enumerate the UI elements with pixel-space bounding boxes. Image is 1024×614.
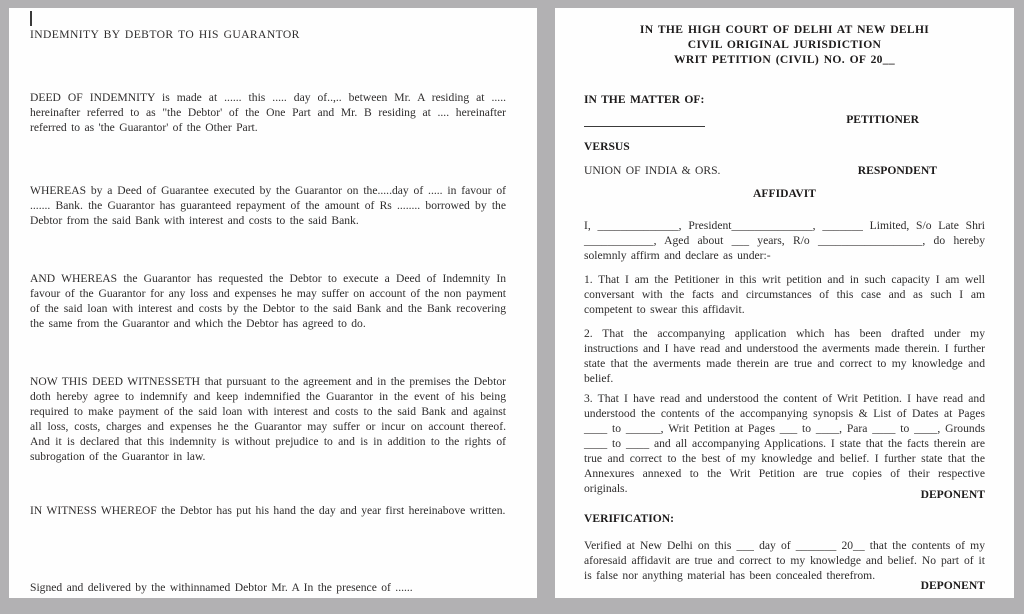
affidavit-clause-1: 1. That I am the Petitioner in this writ petition and in such capacity I am well conversant with the facts and circumstances of this case and as such I am competent to swear this affidavit.: [584, 272, 985, 316]
petitioner-label: PETITIONER: [846, 113, 919, 126]
petitioner-row: [584, 112, 985, 127]
deed-title: INDEMNITY BY DEBTOR TO HIS GUARANTOR: [30, 28, 300, 41]
deed-paragraph-whereas: WHEREAS by a Deed of Guarantee executed by the Guarantor on the.....day of ..... in favour of ....... Bank. the Guarantor has guaranteed repayment of the amount of Rs ........ borrowed by the Debtor from the said Bank with interest and costs to the said Bank.: [30, 183, 506, 227]
affidavit-title: AFFIDAVIT: [753, 187, 816, 200]
respondent-label: RESPONDENT: [857, 164, 937, 177]
text-cursor: [30, 11, 32, 26]
matter-of-label: IN THE MATTER OF:: [584, 93, 705, 106]
deed-paragraph-witnesseth: NOW THIS DEED WITNESSETH that pursuant to the agreement and in the premises the Debtor doth hereby agree to indemnify and keep indemnified the Guarantor in the event of his being required to make payment of the said loan with interest and costs to the said Bank and against all loss, costs, charges and expenses he the Guarantor may suffer or incur on account thereof. And it is declared that this indemnity is without prejudice to and is in addition to the rights of subrogation of the Guarantor in law.: [30, 374, 506, 463]
affidavit-clause-3: 3. That I have read and understood the content of Writ Petition. I have read and understood the contents of the accompanying synopsis & List of Dates at Pages ____ to ______, Writ Petition at Pages ___ to ____, Para ____ to ____, Grounds ____ to ____ and all accompanying Applications. I state that the facts therein are true and correct to the best of my knowledge and belief. I further state that the Annexures annexed to the Writ Petition are true copies of their respective originals.: [584, 391, 985, 495]
versus-label: VERSUS: [584, 140, 630, 153]
deed-paragraph-opening: DEED OF INDEMNITY is made at ...... this ..... day of..,.. between Mr. A residing at ..... hereinafter referred to as "the Debtor' of the One Part and Mr. B residing at .... hereinafter referred to as 'the Guarantor' of the Other Part.: [30, 90, 506, 134]
deponent-label-1: DEPONENT: [920, 488, 985, 501]
deponent-label-2: DEPONENT: [920, 579, 985, 592]
petitioner-name-blank: [584, 114, 705, 127]
court-heading: [584, 22, 985, 67]
indemnity-deed-page[interactable]: [9, 8, 537, 598]
verification-text: Verified at New Delhi on this ___ day of _______ 20__ that the contents of my aforesaid affidavit are true and correct to my knowledge and belief. No part of it is false nor anything material has been concealed therefrom.: [584, 538, 985, 582]
affidavit-page[interactable]: [555, 8, 1014, 598]
deed-paragraph-in-witness: IN WITNESS WHEREOF the Debtor has put his hand the day and year first hereinabove written.: [30, 503, 506, 517]
affidavit-clause-2: 2. That the accompanying application which has been drafted under my instructions and I have read and understood the averments made therein. I further state that the averments made therein are true and correct to my knowledge and belief.: [584, 326, 985, 385]
respondent-party: UNION OF INDIA & ORS.: [584, 164, 721, 177]
court-heading-line-2: CIVIL ORIGINAL JURISDICTION: [687, 38, 882, 51]
respondent-row: [584, 163, 985, 178]
deed-signature-line: Signed and delivered by the withinnamed Debtor Mr. A In the presence of ......: [30, 580, 413, 594]
verification-label: VERIFICATION:: [584, 512, 674, 525]
court-heading-line-3: WRIT PETITION (CIVIL) NO. OF 20__: [674, 53, 895, 66]
court-heading-line-1: IN THE HIGH COURT OF DELHI AT NEW DELHI: [639, 23, 930, 36]
deed-paragraph-and-whereas: AND WHEREAS the Guarantor has requested the Debtor to execute a Deed of Indemnity In favour of the Guarantor for any loss and expenses he may suffer on account of the non payment of the said loan with interest and costs by the Debtor to the said Bank and the Bank recovering the same from the Guarantor and which the Debtor has agreed to do.: [30, 271, 506, 330]
affidavit-intro: I, ______________, President______________, _______ Limited, S/o Late Shri ____________, Aged about ___ years, R/o __________________, do hereby solemnly affirm and declare as under:-: [584, 218, 985, 262]
